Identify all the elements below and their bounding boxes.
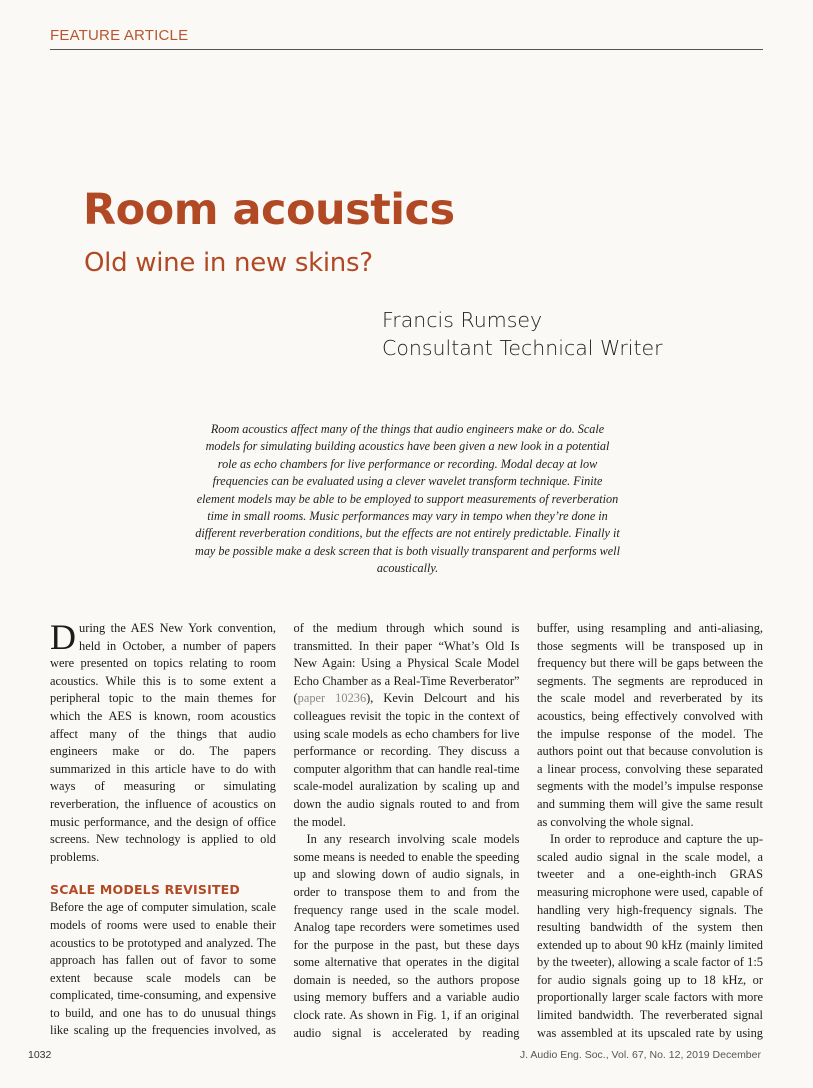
byline	[382, 306, 663, 362]
page-number: 1032	[28, 1049, 52, 1061]
section-label: FEATURE ARTICLE	[50, 27, 189, 44]
body-columns	[50, 620, 763, 1040]
author-role: Consultant Technical Writer	[382, 336, 663, 360]
body-column-1	[50, 620, 276, 1040]
body-paragraph	[294, 620, 520, 831]
paragraph-text: of the medium through which sound is transmitted. In their paper “What’s Old Is New Again: Using a Physical Scale Model Echo Chamber as a Real-Time Reverberator” (	[293, 621, 520, 706]
body-column-3	[537, 620, 763, 1040]
body-paragraph: Before the age of computer simulation, scale models of rooms were used to enable their acoustics to be prototyped and analyzed. The approach has fallen out of favor to some extent because scale models can be complicated, time-consuming, and expensive to build, and one has to do unusual things like scaling up the frequencies involved, as	[50, 900, 276, 1038]
article-subtitle: Old wine in new skins?	[84, 248, 373, 278]
paragraph-text: ), Kevin Delcourt and his colleagues revisit the topic in the context of using scale models as echo chambers for live performance or recording. They discuss a computer algorithm that can handle real-time scale-model auralization by scaling up and down the audio signals routed to and from the model.	[293, 691, 520, 829]
author-name: Francis Rumsey	[382, 308, 543, 332]
article-abstract: Room acoustics affect many of the things that audio engineers make or do. Scale models for simulating building acoustics have been given a new look in a potential role as echo chambers for live performance or recording. Modal decay at low frequencies can be evaluated using a clever wavelet transform technique. Finite element models may be able to be employed to support measurements of reverberation time in small rooms. Music performances may vary in tempo when they’re done in different reverberation conditions, but the effects are not entirely predictable. Finally it may be possible make a desk screen that is both visually transparent and performs well acoustically.	[195, 422, 620, 576]
drop-cap: D	[50, 620, 76, 657]
article-title: Room acoustics	[83, 185, 455, 235]
intro-text: uring the AES New York convention, held in October, a number of papers were presented on topics relating to room acoustics. While this is to some extent a peripheral topic to the main themes for which the AES is known, room acoustics affect many of the things that audio engineers make or do. The papers summarized in this article have to do with ways of measuring or simulating reverberation, the influence of acoustics on music performance, and the design of office screens. New technology is applied to old problems.	[50, 621, 276, 864]
header-divider	[50, 49, 763, 50]
section-heading: SCALE MODELS REVISITED	[50, 882, 240, 898]
paper-reference-link[interactable]: paper 10236	[297, 691, 367, 706]
journal-citation: J. Audio Eng. Soc., Vol. 67, No. 12, 2019 December	[519, 1049, 761, 1061]
body-paragraph: In any research involving scale models some means is needed to enable the speeding up and slowing down of audio signals, in order to transpose them to and from the frequency range used in the scale model. Analog tape recorders were sometimes used for the purpose in the past, but these days some alternative that operates in the digital domain is needed, so the authors propose using memory buffers and a variable audio clock rate. As shown in Fig. 1, if an original audio signal is accelerated by reading	[293, 832, 520, 1040]
body-paragraph: buffer, using resampling and anti-aliasing, those segments will be transposed up in frequency but there will be gaps between the segments. The segments are reproduced in the scale model and reverberated by its acoustics, being effectively convolved with the impulse response of the model. The authors point out that because convolution is a linear process, convolving these separated segments with the model’s impulse response and summing them will give the same result as convolving the whole signal.	[537, 621, 763, 829]
body-paragraph: In order to reproduce and capture the up-scaled audio signal in the scale model, a tweeter and a one-eighth-inch GRAS measuring microphone were used, capable of handling very high-frequency signals. The resulting bandwidth of the system then extended up to about 90 kHz (mainly limited by the tweeter), allowing a scale factor of 1:5 for audio signals going up to 18 kHz, or proportionally larger scale factors with more limited bandwidth. The reverberated signal was assembled at its upscaled rate by using	[537, 832, 763, 1040]
intro-paragraph	[50, 620, 276, 866]
body-column-2	[294, 620, 520, 1040]
